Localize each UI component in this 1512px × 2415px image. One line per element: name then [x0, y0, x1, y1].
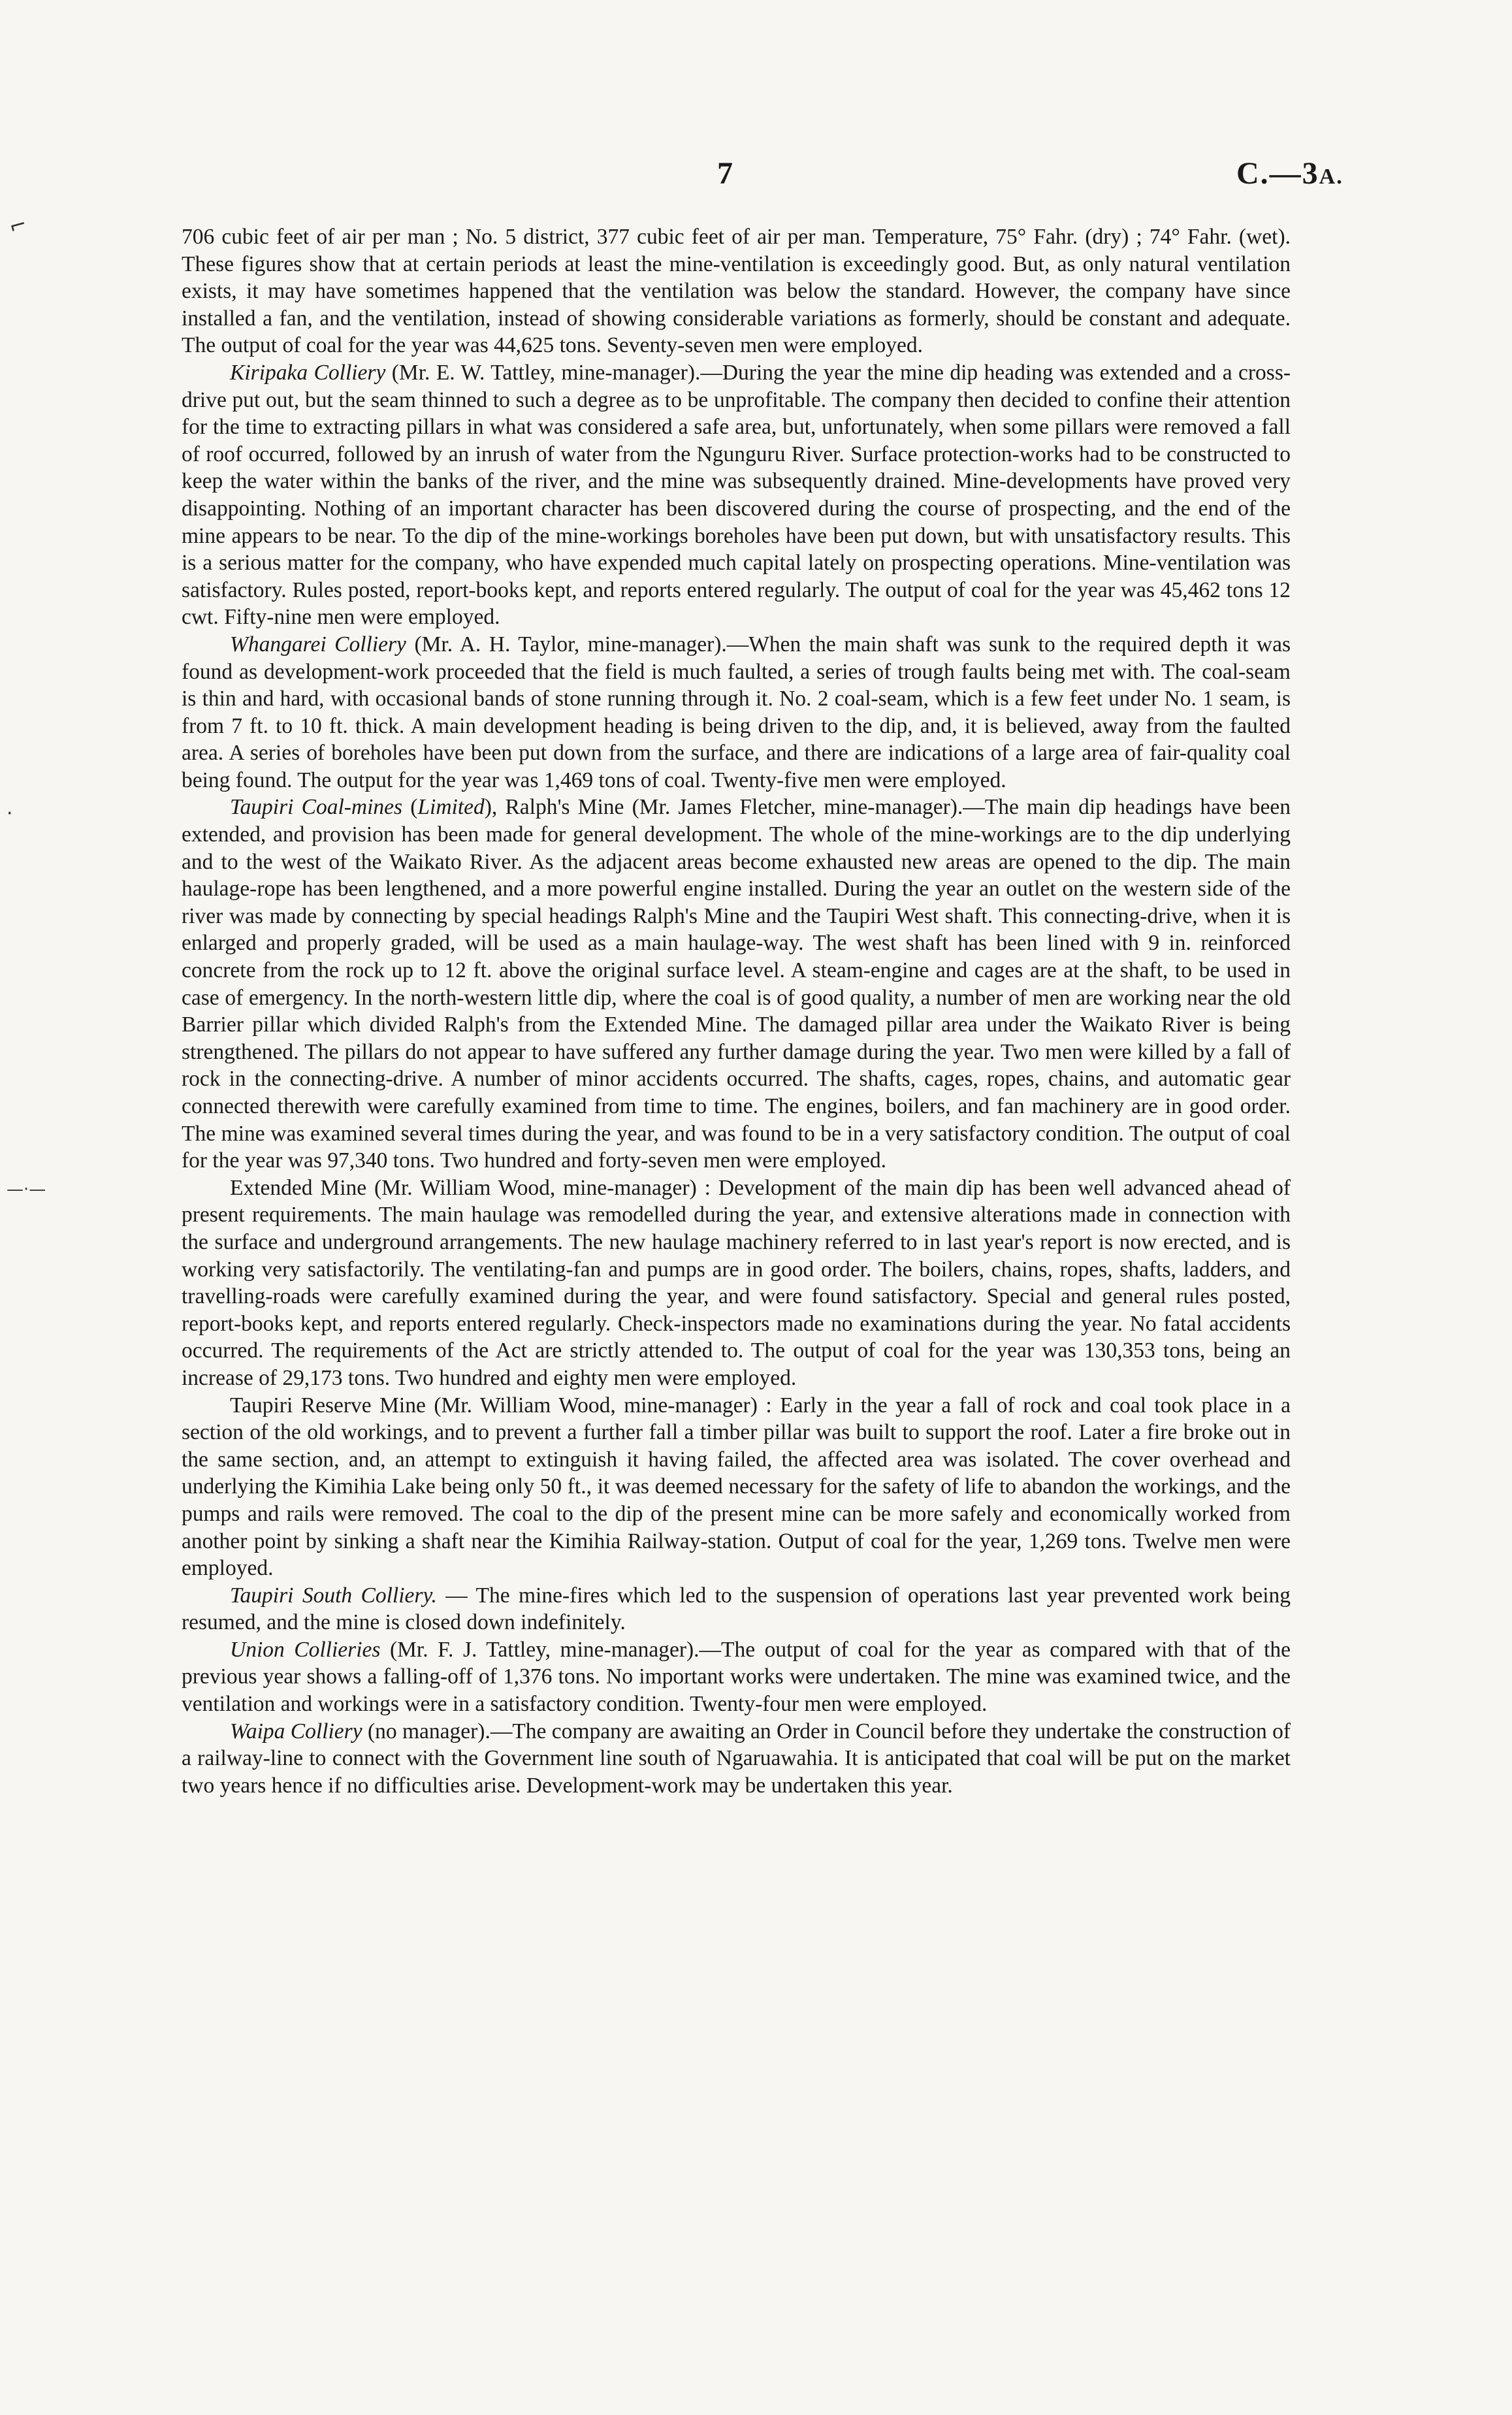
margin-mark-middle: · [7, 802, 13, 825]
paragraph-text: (Mr. E. W. Tattley, mine-manager).—During the year the mine dip heading was extended and a cross-drive put out, but the seam thinned to such a degree as to be unprofitable. The company then decided to confine their attention for the time to extracting pillars in what was considered a safe area, but, unfortunately, when some pillars were removed a fall of roof occurred, followed by an inrush of water from the Ngunguru River. Surface protection-works had to be constructed to keep the water within the banks of the river, and the mine was subsequently drained. Mine-developments have proved very disappointing. Nothing of an important character has been discovered during the course of prospecting, and the end of the mine appears to be near. To the dip of the mine-workings boreholes have been put down, but with unsatisfactory results. This is a serious matter for the company, who have expended much capital lately on prospecting operations. Mine-ventilation was satisfactory. Rules posted, report-books kept, and reports entered regularly. The output of coal for the year was 45,462 tons 12 cwt. Fifty-nine men were employed. [182, 360, 1291, 630]
document-body [182, 223, 1291, 1799]
series-code-suffix: A. [1319, 165, 1343, 189]
paragraph-ventilation [182, 223, 1291, 359]
paragraph-whangarei-colliery [182, 631, 1291, 794]
colliery-name-limited: Limited [417, 795, 485, 820]
paragraph-waipa-colliery [182, 1718, 1291, 1800]
paragraph-text: Extended Mine (Mr. William Wood, mine-manager) : Development of the main dip has been well advanced ahead of present requirements. The main haulage was remodelled during the year, and extensive alterations made in connection with the surface and underground arrangements. The new haulage machinery referred to in last year's report is now erected, and is working very satisfactorily. The ventilating-fan and pumps are in good order. The boilers, chains, ropes, shafts, ladders, and travelling-roads were carefully examined during the year, and were found satisfactory. Special and general rules posted, report-books kept, and reports entered regularly. Check-inspectors made no examinations during the year. No fatal accidents occurred. The requirements of the Act are strictly attended to. The output of coal for the year was 130,353 tons, being an increase of 29,173 tons. Two hundred and eighty men were employed. [182, 1175, 1291, 1390]
paragraph-text: — The mine-fires which led to the suspension of operations last year prevented work being resumed, and the mine is closed down indefinitely. [182, 1583, 1291, 1635]
paragraph-text: ), Ralph's Mine (Mr. James Fletcher, mine-manager).—The main dip headings have been extended, and provision has been made for general development. The whole of the mine-workings are to the dip underlying and to the west of the Waikato River. As the adjacent areas become exhausted new areas are opened to the dip. The main haulage-rope has been lengthened, and a more powerful engine installed. During the year an outlet on the western side of the river was made by connecting by special headings Ralph's Mine and the Taupiri West shaft. This connecting-drive, when it is enlarged and properly graded, will be used as a main haulage-way. The west shaft has been lined with 9 in. reinforced concrete from the rock up to 12 ft. above the original surface level. A steam-engine and cages are at the shaft, to be used in case of emergency. In the north-western little dip, where the coal is of good quality, a number of men are working near the old Barrier pillar which divided Ralph's from the Extended Mine. The damaged pillar area under the Waikato River is being strengthened. The pillars do not appear to have suffered any further damage during the year. Two men were killed by a fall of rock in the connecting-drive. A number of minor accidents occurred. The shafts, cages, ropes, chains, and automatic gear connected therewith were carefully examined from time to time. The engines, boilers, and fan machinery are in good order. The mine was examined several times during the year, and was found to be in a very satisfactory condition. The output of coal for the year was 97,340 tons. Two hundred and forty-seven men were employed. [182, 795, 1291, 1173]
page-header [0, 155, 1512, 208]
colliery-name: Taupiri Coal-mines [230, 795, 403, 820]
paragraph-taupiri-reserve-mine [182, 1392, 1291, 1582]
paren-open: ( [402, 795, 418, 820]
colliery-name: Union Collieries [230, 1637, 381, 1662]
paragraph-extended-mine [182, 1175, 1291, 1392]
colliery-name: Whangarei Colliery [230, 632, 406, 656]
paragraph-text: (no manager).—The company are awaiting an Order in Council before they undertake the construction of a railway-line to connect with the Government line south of Ngaruawahia. It is anticipated that coal will be put on the market two years hence if no difficulties arise. Development-work may be undertaken this year. [182, 1719, 1291, 1798]
colliery-name: Kiripaka Colliery [230, 360, 386, 385]
margin-mark-top: ⌐ [6, 211, 30, 240]
series-code [1236, 155, 1343, 191]
paragraph-taupiri-south-colliery [182, 1582, 1291, 1636]
paragraph-text: 706 cubic feet of air per man ; No. 5 district, 377 cubic feet of air per man. Temperature, 75° Fahr. (dry) ; 74° Fahr. (wet). These figures show that at certain periods at least the mine-ventilation is exceedingly good. But, as only natural ventilation exists, it may have sometimes happened that the ventilation was below the standard. However, the company have since installed a fan, and the ventilation, instead of showing considerable variations as formerly, should be constant and adequate. The output of coal for the year was 44,625 tons. Seventy-seven men were employed. [182, 225, 1291, 358]
page-number: 7 [717, 156, 733, 191]
paragraph-taupiri-coal-mines [182, 794, 1291, 1174]
series-code-main: C.—3 [1236, 156, 1319, 191]
margin-mark-lower: —·— [7, 1180, 46, 1199]
paragraph-union-collieries [182, 1636, 1291, 1718]
paragraph-text: (Mr. A. H. Taylor, mine-manager).—When the main shaft was sunk to the required depth it was found as development-work proceeded that the field is much faulted, a series of trough faults being met with. The coal-seam is thin and hard, with occasional bands of stone running through it. No. 2 coal-seam, which is a few feet under No. 1 seam, is from 7 ft. to 10 ft. thick. A main development heading is being driven to the dip, and, it is believed, away from the faulted area. A series of boreholes have been put down from the surface, and there are indications of a large area of fair-quality coal being found. The output for the year was 1,469 tons of coal. Twenty-five men were employed. [182, 632, 1291, 792]
paragraph-kiripaka-colliery [182, 359, 1291, 631]
colliery-name: Taupiri South Colliery. [230, 1583, 437, 1608]
paragraph-text: (Mr. F. J. Tattley, mine-manager).—The output of coal for the year as compared with that of the previous year shows a falling-off of 1,376 tons. No important works were undertaken. The mine was examined twice, and the ventilation and workings were in a satisfactory condition. Twenty-four men were employed. [182, 1637, 1291, 1717]
colliery-name: Waipa Colliery [230, 1719, 362, 1743]
paragraph-text: Taupiri Reserve Mine (Mr. William Wood, mine-manager) : Early in the year a fall of rock and coal took place in a section of the old workings, and to prevent a further fall a timber pillar was built to support the roof. Later a fire broke out in the same section, and, an attempt to extinguish it having failed, the affected area was isolated. The cover overhead and underlying the Kimihia Lake being only 50 ft., it was deemed necessary for the safety of life to abandon the workings, and the pumps and rails were removed. The coal to the dip of the present mine can be more safely and economically worked from another point by sinking a shaft near the Kimihia Railway-station. Output of coal for the year, 1,269 tons. Twelve men were employed. [182, 1393, 1291, 1581]
